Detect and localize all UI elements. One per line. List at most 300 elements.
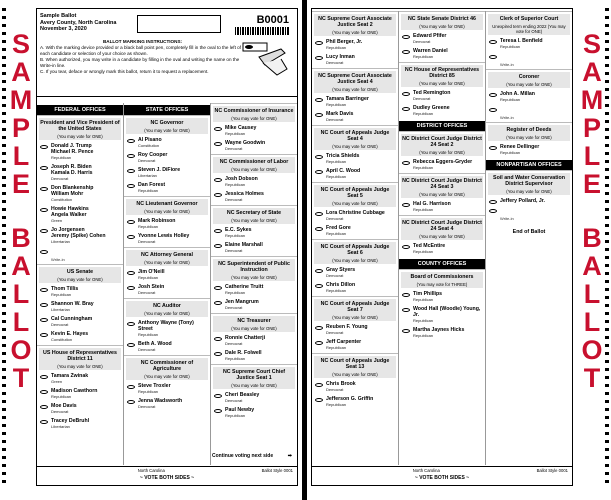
candidate-row[interactable]: [488, 198, 570, 204]
candidate-name-line: Beth A. Wood: [138, 341, 172, 347]
race-title: NC Court of Appeals Judge Seat 13: [314, 356, 396, 372]
candidate-row[interactable]: [39, 185, 121, 203]
candidate-party: Republican: [225, 233, 246, 238]
vote-oval[interactable]: [40, 288, 48, 292]
vote-oval[interactable]: [402, 308, 410, 312]
vote-oval[interactable]: [214, 178, 222, 182]
watermark-letter: E: [582, 169, 601, 199]
vote-oval[interactable]: [214, 244, 222, 248]
candidate-row[interactable]: [126, 320, 208, 338]
vote-both-sides: ~ VOTE BOTH SIDES ~: [139, 475, 195, 481]
vote-oval[interactable]: [127, 322, 135, 326]
race-title: Soil and Water Conservation District Supervisor: [488, 173, 570, 189]
candidate-row[interactable]: [401, 105, 483, 117]
candidate-party: Democrat: [51, 409, 69, 414]
candidate-party: Green: [51, 218, 63, 223]
candidate-name-line: Phil Berger, Jr.: [326, 39, 363, 45]
vote-oval[interactable]: [315, 383, 323, 387]
vote-oval[interactable]: [315, 212, 323, 216]
candidate-row[interactable]: [126, 182, 208, 194]
vote-for: (You may vote for ONE): [213, 326, 295, 332]
candidate-name: [413, 327, 464, 339]
candidate-row[interactable]: [314, 153, 396, 165]
vote-for: (You may vote for ONE): [401, 150, 483, 156]
vote-oval[interactable]: [127, 343, 135, 347]
race-ca5: [312, 182, 398, 239]
candidate-name: [326, 324, 368, 336]
candidate-row[interactable]: [39, 164, 121, 182]
watermark-letter: S: [11, 29, 30, 59]
candidate-name: [413, 105, 450, 117]
vote-oval[interactable]: [40, 375, 48, 379]
candidate-name-line: Warren Daniel: [413, 48, 448, 54]
candidate-party: Libertarian: [51, 424, 70, 429]
candidate-row[interactable]: [213, 407, 295, 419]
vote-oval[interactable]: [127, 286, 135, 290]
candidate-row[interactable]: [39, 373, 121, 385]
vote-oval[interactable]: [489, 108, 497, 112]
vote-oval[interactable]: [40, 405, 48, 409]
candidate-row[interactable]: [401, 327, 483, 339]
vote-oval[interactable]: [402, 35, 410, 39]
vote-oval[interactable]: [214, 193, 222, 197]
race-title: NC Court of Appeals Judge Seat 5: [314, 185, 396, 201]
vote-oval[interactable]: [489, 55, 497, 59]
ballot-back-columns: [312, 11, 572, 465]
vote-oval[interactable]: [40, 229, 48, 233]
vote-oval[interactable]: [315, 98, 323, 102]
vote-oval[interactable]: [315, 41, 323, 45]
candidate-party: Republican: [138, 188, 159, 193]
vote-oval[interactable]: [489, 146, 497, 150]
candidate-name-line: Mark Davis: [326, 111, 354, 117]
vote-oval[interactable]: [214, 142, 222, 146]
candidate-row[interactable]: [213, 242, 295, 254]
candidate-row[interactable]: [314, 96, 396, 108]
continue-note: [209, 449, 295, 463]
candidate-name: [51, 418, 89, 430]
candidate-name-line: Jenna Wadsworth: [138, 398, 183, 404]
race-ca7: [312, 296, 398, 353]
vote-oval[interactable]: [315, 56, 323, 60]
candidate-row[interactable]: [213, 350, 295, 362]
candidate-row[interactable]: [314, 54, 396, 66]
race-ltgov: [124, 196, 210, 247]
race-ins: [211, 103, 297, 154]
vote-oval[interactable]: [40, 333, 48, 337]
vote-for: (You may vote for ONE): [126, 209, 208, 215]
race-gov: [124, 115, 210, 196]
instruction-b: B. When authorized, you may write in a candidate by filling in the oval and writing the name on the Write-in line.: [40, 57, 240, 68]
write-in-row[interactable]: [488, 207, 570, 216]
candidate-row[interactable]: [401, 48, 483, 60]
vote-oval[interactable]: [315, 341, 323, 345]
candidate-row[interactable]: [314, 381, 396, 393]
instructions-title: BALLOT MARKING INSTRUCTIONS:: [102, 39, 183, 44]
candidate-name: [138, 341, 172, 353]
candidate-row[interactable]: [126, 137, 208, 149]
footer-state: North Carolina: [137, 468, 165, 473]
candidate-row[interactable]: [39, 143, 121, 161]
candidate-row[interactable]: [39, 388, 121, 400]
candidate-row[interactable]: [488, 91, 570, 103]
race-ca4: [312, 125, 398, 182]
vote-oval[interactable]: [489, 200, 497, 204]
candidate-row[interactable]: [401, 159, 483, 171]
vote-both-sides-back: ~ VOTE BOTH SIDES ~: [414, 475, 470, 481]
candidate-party: Libertarian: [51, 307, 70, 312]
candidate-row[interactable]: [401, 306, 483, 324]
race-title: NC Supreme Court Chief Justice Seat 1: [213, 367, 295, 383]
write-in-row[interactable]: [39, 248, 121, 257]
vote-oval[interactable]: [315, 227, 323, 231]
candidate-row[interactable]: [314, 39, 396, 51]
candidate-party: Republican: [138, 224, 159, 229]
vote-oval[interactable]: [127, 400, 135, 404]
candidate-party: Republican: [138, 332, 159, 337]
watermark-letter: S: [582, 29, 601, 59]
vote-oval[interactable]: [40, 208, 48, 212]
instruction-a: A. With the marking device provided or a black ball point pen, completely fill in the oval to the left of each candidate or selection of your choice as shown.: [40, 45, 241, 56]
race-title: NC Supreme Court Associate Justice Seat 2: [314, 14, 396, 30]
candidate-party: Democrat: [138, 347, 156, 352]
vote-for: (You may vote for ONE): [488, 82, 570, 88]
candidate-name-line: Al Pisano: [138, 137, 162, 143]
vote-oval[interactable]: [127, 220, 135, 224]
candidate-name: [326, 39, 362, 51]
candidate-name: [500, 198, 545, 204]
candidate-row[interactable]: [126, 284, 208, 296]
vote-oval[interactable]: [40, 318, 48, 322]
vote-oval[interactable]: [127, 169, 135, 173]
candidate-row[interactable]: [314, 396, 396, 408]
candidate-party: Republican: [326, 402, 347, 407]
race-title: NC State Senate District 46: [401, 14, 483, 24]
candidate-name: [326, 153, 359, 165]
candidate-row[interactable]: [401, 201, 483, 213]
candidate-name-line: Jeff Carpenter: [326, 339, 362, 345]
arrow-right-icon: ➡: [287, 453, 292, 459]
vote-oval[interactable]: [402, 293, 410, 297]
race-agr: [124, 355, 210, 412]
watermark-letter: A: [582, 251, 602, 281]
sample-label: Sample Ballot: [40, 13, 77, 19]
candidate-name-line: Tamara Zwinak: [51, 373, 89, 379]
candidate-row[interactable]: [39, 227, 121, 245]
candidate-name: [225, 125, 256, 137]
vote-for: (You may vote for ONE): [401, 192, 483, 198]
candidate-name-line: Martha Jaynes Hicks: [413, 327, 465, 333]
candidate-name: [138, 233, 189, 245]
candidate-party: Democrat: [413, 96, 431, 101]
candidate-name-line: Reuben F. Young: [326, 324, 368, 330]
vote-oval[interactable]: [315, 284, 323, 288]
candidate-row[interactable]: [126, 218, 208, 230]
vote-oval[interactable]: [40, 390, 48, 394]
vote-oval[interactable]: [214, 352, 222, 356]
candidate-name: [225, 191, 264, 203]
candidate-name-line: Howie Hawkins: [51, 206, 89, 212]
candidate-row[interactable]: [39, 403, 121, 415]
candidate-row[interactable]: [213, 191, 295, 203]
column-5: [399, 11, 486, 465]
watermark-letter: A: [11, 251, 31, 281]
candidate-name-line: Chris Dillon: [326, 282, 356, 288]
candidate-name: [138, 320, 208, 338]
candidate-party: Republican: [326, 45, 347, 50]
candidate-party: Republican: [413, 333, 434, 338]
candidate-row[interactable]: [401, 291, 483, 303]
candidate-name-line: Jo Jorgensen: [51, 227, 85, 233]
vote-oval[interactable]: [214, 409, 222, 413]
race-tre: [211, 313, 297, 364]
candidate-name-line: Angela Walker: [51, 212, 87, 218]
race-rod: [486, 122, 572, 158]
candidate-name-line: Michael R. Pence: [51, 149, 94, 155]
candidate-row[interactable]: [314, 210, 396, 222]
vote-oval[interactable]: [489, 209, 497, 213]
vote-oval[interactable]: [127, 184, 135, 188]
candidate-name-line: Lora Christine Cubbage: [326, 210, 385, 216]
race-title: President and Vice President of the United States: [40, 120, 120, 132]
candidate-name-line: Thom Tillis: [51, 286, 79, 292]
vote-oval[interactable]: [402, 329, 410, 333]
vote-oval[interactable]: [214, 286, 222, 290]
vote-oval[interactable]: [40, 187, 48, 191]
candidate-row[interactable]: [314, 339, 396, 351]
vote-for: (You may vote for ONE): [314, 201, 396, 207]
candidate-party: Republican: [413, 54, 434, 59]
vote-oval[interactable]: [127, 154, 135, 158]
column-2: [124, 103, 211, 465]
candidate-name-line: Don Blankenship: [51, 185, 94, 191]
vote-oval[interactable]: [315, 170, 323, 174]
vote-for: (You may vote for ONE): [126, 128, 208, 134]
race-swc: [486, 170, 572, 223]
candidate-party: Democrat: [326, 117, 344, 122]
candidate-row[interactable]: [488, 144, 570, 156]
vote-oval[interactable]: [214, 394, 222, 398]
candidate-name: [225, 299, 259, 311]
candidate-name: [51, 206, 89, 224]
vote-oval[interactable]: [489, 93, 497, 97]
candidate-name: [326, 96, 369, 108]
candidate-name-line: Catherine Truitt: [225, 284, 264, 290]
candidate-row[interactable]: [126, 341, 208, 353]
candidate-name: [138, 167, 180, 179]
vote-oval[interactable]: [489, 40, 497, 44]
vote-oval[interactable]: [127, 235, 135, 239]
race-boc: [399, 269, 485, 341]
candidate-name-line: Madison Cawthorn: [51, 388, 98, 394]
candidate-row[interactable]: [401, 243, 483, 255]
footer-bar: [37, 466, 297, 473]
vote-oval[interactable]: [402, 92, 410, 96]
candidate-row[interactable]: [213, 299, 295, 311]
candidate-name: [225, 335, 265, 347]
candidate-row[interactable]: [126, 398, 208, 410]
candidate-name-line: Chris Brook: [326, 381, 356, 387]
race-nhr: [399, 62, 485, 119]
write-in-label: Write-in: [500, 115, 514, 120]
vote-oval[interactable]: [40, 420, 48, 424]
candidate-row[interactable]: [39, 316, 121, 328]
vote-oval[interactable]: [402, 107, 410, 111]
ballot-sheet: [36, 8, 298, 486]
candidate-party: Democrat: [138, 290, 156, 295]
race-title: NC Superintendent of Public Instruction: [213, 259, 295, 275]
race-dj3: [399, 173, 485, 215]
write-in-row[interactable]: [488, 53, 570, 62]
candidate-row[interactable]: [39, 418, 121, 430]
candidate-row[interactable]: [488, 38, 570, 50]
candidate-party: Democrat: [326, 216, 344, 221]
candidate-row[interactable]: [126, 167, 208, 179]
candidate-name: [326, 210, 385, 222]
candidate-name: [326, 282, 355, 294]
vote-oval[interactable]: [214, 127, 222, 131]
race-title: NC Lieutenant Governor: [126, 199, 208, 209]
candidate-name: [225, 140, 265, 152]
candidate-name: [225, 284, 263, 296]
watermark-letter: T: [583, 363, 601, 393]
candidate-row[interactable]: [213, 335, 295, 347]
candidate-party: Democrat: [225, 398, 243, 403]
candidate-row[interactable]: [39, 331, 121, 343]
watermark-letter: O: [581, 335, 603, 365]
candidate-name-line: Teresa I. Benfield: [500, 38, 543, 44]
candidate-name: [326, 339, 361, 351]
county-label: Avery County, North Carolina: [40, 19, 117, 26]
candidate-row[interactable]: [213, 284, 295, 296]
candidate-row[interactable]: [213, 392, 295, 404]
column-1: [37, 103, 124, 465]
vote-oval[interactable]: [127, 139, 135, 143]
vote-oval[interactable]: [315, 326, 323, 330]
candidate-party: Democrat: [225, 146, 243, 151]
candidate-name-line: Tim Phillips: [413, 291, 443, 297]
candidate-party: Democrat: [326, 330, 344, 335]
race-sup: [211, 256, 297, 313]
vote-oval[interactable]: [402, 245, 410, 249]
candidate-row[interactable]: [39, 206, 121, 224]
candidate-row[interactable]: [314, 225, 396, 237]
watermark-letter: O: [10, 335, 32, 365]
vote-oval[interactable]: [315, 155, 323, 159]
candidate-row[interactable]: [126, 233, 208, 245]
vote-oval[interactable]: [402, 203, 410, 207]
race-title: Coroner: [488, 72, 570, 82]
vote-oval[interactable]: [315, 398, 323, 402]
candidate-name-line: Jeremy (Spike) Cohen: [51, 233, 106, 239]
candidate-name: [138, 398, 182, 410]
candidate-name-line: Jen Mangrum: [225, 299, 259, 305]
candidate-party: Democrat: [138, 239, 156, 244]
candidate-name: [51, 331, 88, 343]
vote-oval[interactable]: [40, 250, 48, 254]
candidate-name: [51, 403, 77, 415]
candidate-party: Constitution: [51, 337, 73, 342]
candidate-party: Green: [51, 379, 63, 384]
candidate-row[interactable]: [39, 301, 121, 313]
candidate-row[interactable]: [314, 267, 396, 279]
candidate-party: Republican: [225, 131, 246, 136]
vote-oval[interactable]: [127, 271, 135, 275]
candidate-row[interactable]: [126, 152, 208, 164]
candidate-name-line: Yvonne Lewis Holley: [138, 233, 190, 239]
instructions: [40, 39, 245, 75]
candidate-party: Republican: [225, 182, 246, 187]
vote-oval[interactable]: [40, 166, 48, 170]
candidate-row[interactable]: [401, 90, 483, 102]
vote-oval[interactable]: [214, 301, 222, 305]
race-title: NC Commissioner of Labor: [213, 157, 295, 167]
section-header: NONPARTISAN OFFICES: [486, 160, 572, 170]
candidate-party: Democrat: [225, 341, 243, 346]
candidate-row[interactable]: [314, 324, 396, 336]
watermark-letter: L: [583, 307, 601, 337]
candidate-row[interactable]: [39, 286, 121, 298]
candidate-name-line: Steven J. DiFiore: [138, 167, 181, 173]
column-6: [486, 11, 572, 465]
vote-oval[interactable]: [40, 145, 48, 149]
candidate-row[interactable]: [213, 176, 295, 188]
vote-oval[interactable]: [315, 269, 323, 273]
candidate-party: Democrat: [413, 39, 431, 44]
vote-for: (You may vote for ONE): [39, 134, 121, 140]
race-title: NC Commissioner of Agriculture: [126, 358, 208, 374]
vote-oval[interactable]: [214, 337, 222, 341]
vote-oval[interactable]: [214, 229, 222, 233]
candidate-name-line: Josh Dobson: [225, 176, 258, 182]
candidate-party: Republican: [413, 318, 434, 323]
vote-oval[interactable]: [315, 113, 323, 117]
candidate-party: Democrat: [225, 248, 243, 253]
candidate-party: Republican: [413, 165, 434, 170]
vote-for: (You may vote for ONE): [314, 87, 396, 93]
candidate-name: [413, 159, 472, 171]
candidate-party: Republican: [326, 174, 347, 179]
candidate-name-line: Wood Hall (Woodie) Young, Jr.: [413, 306, 481, 318]
candidate-name: [138, 152, 167, 164]
watermark-letter: E: [11, 169, 30, 199]
candidate-row[interactable]: [314, 111, 396, 123]
watermark-letter: B: [11, 223, 31, 253]
vote-for: (You may vote for ONE): [213, 275, 295, 281]
candidate-row[interactable]: [213, 227, 295, 239]
candidate-row[interactable]: [401, 33, 483, 45]
candidate-party: Republican: [225, 290, 246, 295]
vote-oval[interactable]: [402, 50, 410, 54]
candidate-row[interactable]: [126, 383, 208, 395]
candidate-row[interactable]: [213, 140, 295, 152]
candidate-row[interactable]: [314, 168, 396, 180]
candidate-name-line: Cheri Beasley: [225, 392, 260, 398]
candidate-row[interactable]: [314, 282, 396, 294]
candidate-row[interactable]: [213, 125, 295, 137]
write-in-row[interactable]: [488, 106, 570, 115]
vote-for: (You may vote for THREE): [401, 282, 483, 288]
candidate-row[interactable]: [126, 269, 208, 281]
candidate-party: Republican: [500, 97, 521, 102]
candidate-name: [138, 383, 171, 395]
vote-oval[interactable]: [127, 385, 135, 389]
candidate-party: Democrat: [225, 197, 243, 202]
candidate-name: [225, 176, 258, 188]
vote-oval[interactable]: [402, 161, 410, 165]
candidate-party: Democrat: [326, 273, 344, 278]
vote-oval[interactable]: [40, 303, 48, 307]
